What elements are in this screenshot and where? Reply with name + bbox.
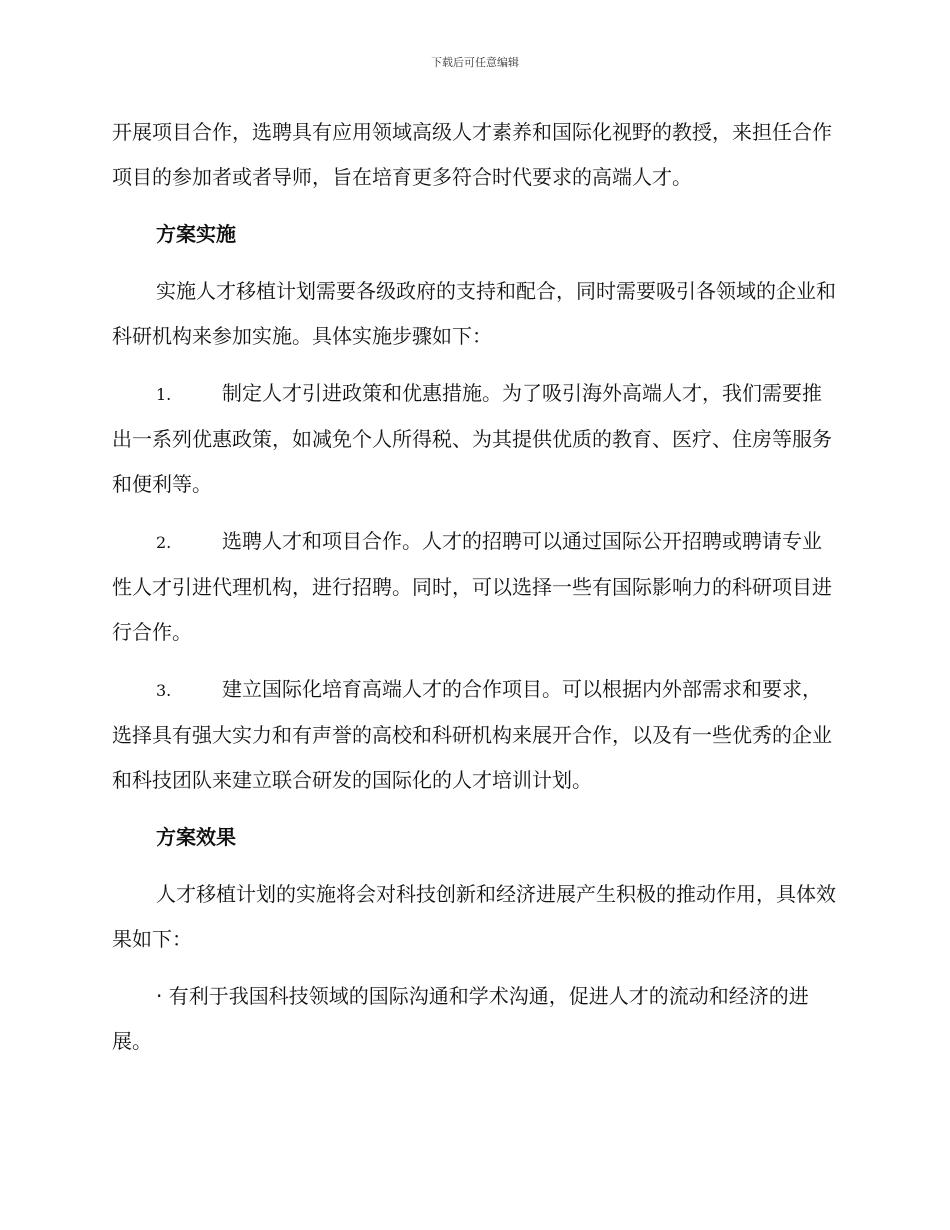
implementation-paragraph: 实施人才移植计划需要各级政府的支持和配合，同时需要吸引各领域的企业和科研机构来参加实施。具体实施步骤如下： <box>112 279 836 348</box>
bullet-paragraph: · 有利于我国科技领域的国际沟通和学术沟通，促进人才的流动和经济的进展。 <box>112 984 809 1053</box>
numbered-list-item <box>112 667 836 803</box>
list-item-number: 3. <box>156 681 172 700</box>
list-item-number: 2. <box>156 533 172 552</box>
list-item-number: 1. <box>156 385 172 404</box>
numbered-list-item <box>112 519 836 655</box>
section-heading-implementation: 方案实施 <box>156 222 236 246</box>
intro-continuation-paragraph: 开展项目合作，选聘具有应用领域高级人才素养和国际化视野的教授，来担任合作项目的参加者或者导师，旨在培育更多符合时代要求的高端人才。 <box>112 120 832 189</box>
numbered-list-item <box>112 371 836 507</box>
list-item-text: 选聘人才和项目合作。人才的招聘可以通过国际公开招聘或聘请专业性人才引进代理机构，进行招聘。同时，可以选择一些有国际影响力的科研项目进行合作。 <box>112 529 832 644</box>
list-item-text: 制定人才引进政策和优惠措施。为了吸引海外高端人才，我们需要推出一系列优惠政策，如减免个人所得税、为其提供优质的教育、医疗、住房等服务和便利等。 <box>112 381 832 496</box>
header-note: 下载后可任意编辑 <box>431 56 519 69</box>
section-heading-effects: 方案效果 <box>156 825 236 849</box>
document-body <box>112 110 836 1064</box>
list-item-text: 建立国际化培育高端人才的合作项目。可以根据内外部需求和要求，选择具有强大实力和有声誉的高校和科研机构来展开合作，以及有一些优秀的企业和科技团队来建立联合研发的国际化的人才培训计划。 <box>112 677 832 792</box>
effects-paragraph: 人才移植计划的实施将会对科技创新和经济进展产生积极的推动作用，具体效果如下： <box>112 882 836 951</box>
